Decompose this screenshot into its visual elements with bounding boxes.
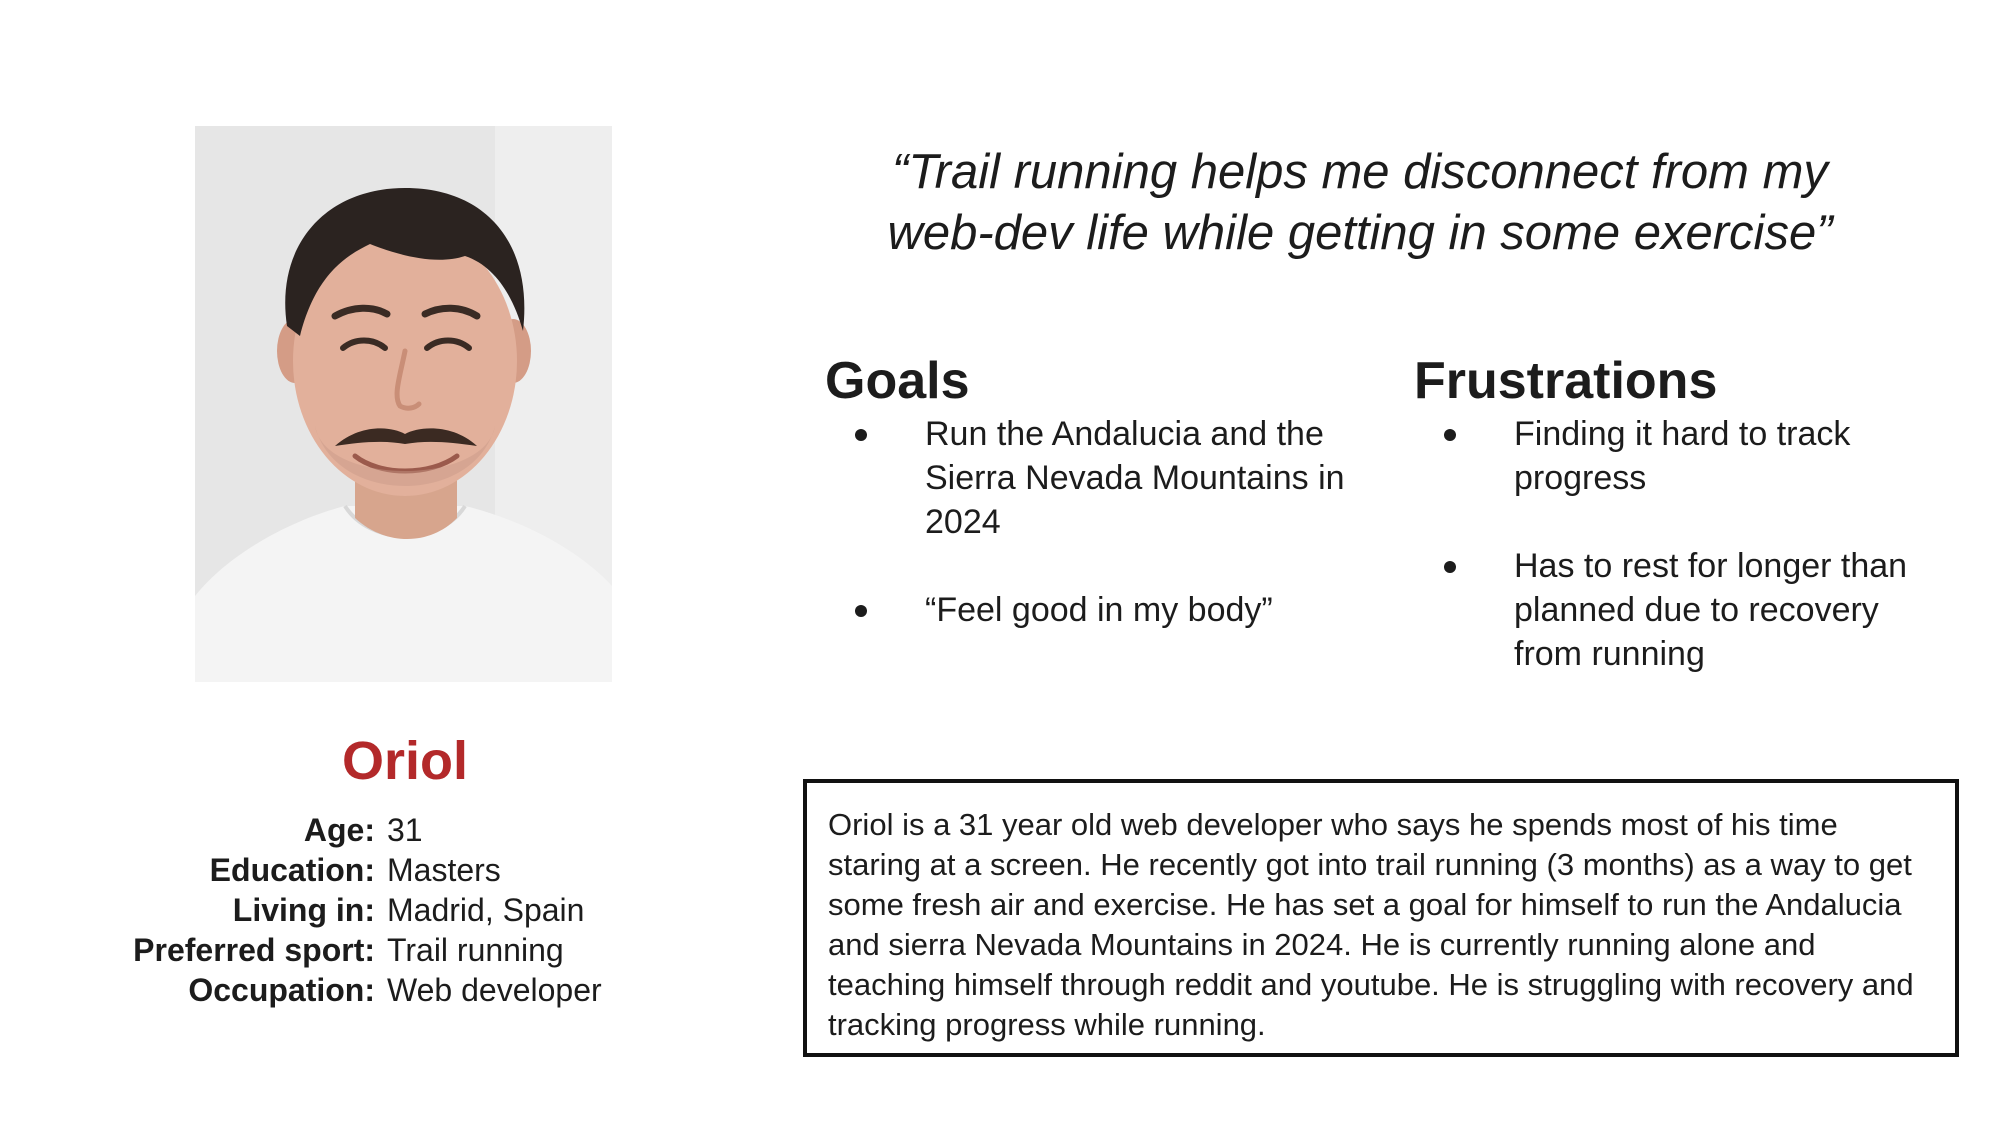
persona-bio: Oriol is a 31 year old web developer who says he spends most of his time staring at a screen. He recently got into trail running (3 months) as a way to get some fresh air and exercise. He has set a goal for himself to run the Andalucia and sierra Nevada Mountains in 2024. He is currently running alone and teaching himself through reddit and youtube. He is struggling with recovery and tracking progress while running. — [803, 779, 1959, 1057]
detail-value: Trail running — [387, 932, 564, 968]
detail-value: Masters — [387, 852, 501, 888]
detail-row-preferred-sport — [100, 932, 660, 972]
bullet-icon — [855, 429, 867, 441]
frustration-item — [1414, 544, 1954, 676]
frustration-text: Has to rest for longer than planned due to recovery from running — [1514, 547, 1908, 673]
goal-text: “Feel good in my body” — [925, 591, 1273, 629]
detail-label: Education: — [209, 852, 375, 888]
detail-label: Living in: — [232, 892, 375, 928]
frustration-item — [1414, 412, 1954, 500]
frustrations-section — [1414, 350, 1954, 720]
persona-quote — [820, 142, 1900, 264]
quote-line-1: “Trail running helps me disconnect from my — [892, 145, 1828, 199]
frustrations-list — [1414, 412, 1954, 676]
goal-item — [825, 588, 1345, 632]
detail-label: Occupation: — [188, 972, 375, 1008]
detail-row-education — [100, 852, 660, 892]
goal-item — [825, 412, 1345, 544]
person-illustration — [195, 126, 612, 682]
detail-row-occupation — [100, 972, 660, 1012]
detail-label: Preferred sport: — [133, 932, 375, 968]
detail-label: Age: — [303, 812, 375, 848]
persona-details — [100, 812, 660, 1012]
detail-value: 31 — [387, 812, 423, 848]
frustration-text: Finding it hard to track progress — [1514, 415, 1851, 497]
goals-list — [825, 412, 1345, 632]
quote-line-2: web-dev life while getting in some exercise” — [887, 206, 1833, 260]
bullet-icon — [1444, 429, 1456, 441]
detail-row-age — [100, 812, 660, 852]
goal-text: Run the Andalucia and the Sierra Nevada Mountains in 2024 — [925, 415, 1345, 541]
frustrations-title: Frustrations — [1414, 352, 1718, 410]
persona-photo — [195, 126, 612, 682]
detail-value: Web developer — [387, 972, 602, 1008]
bullet-icon — [855, 605, 867, 617]
goals-section — [825, 350, 1345, 676]
goals-title: Goals — [825, 352, 970, 410]
bullet-icon — [1444, 561, 1456, 573]
detail-row-living-in — [100, 892, 660, 932]
detail-value: Madrid, Spain — [387, 892, 585, 928]
persona-name: Oriol — [341, 731, 468, 791]
